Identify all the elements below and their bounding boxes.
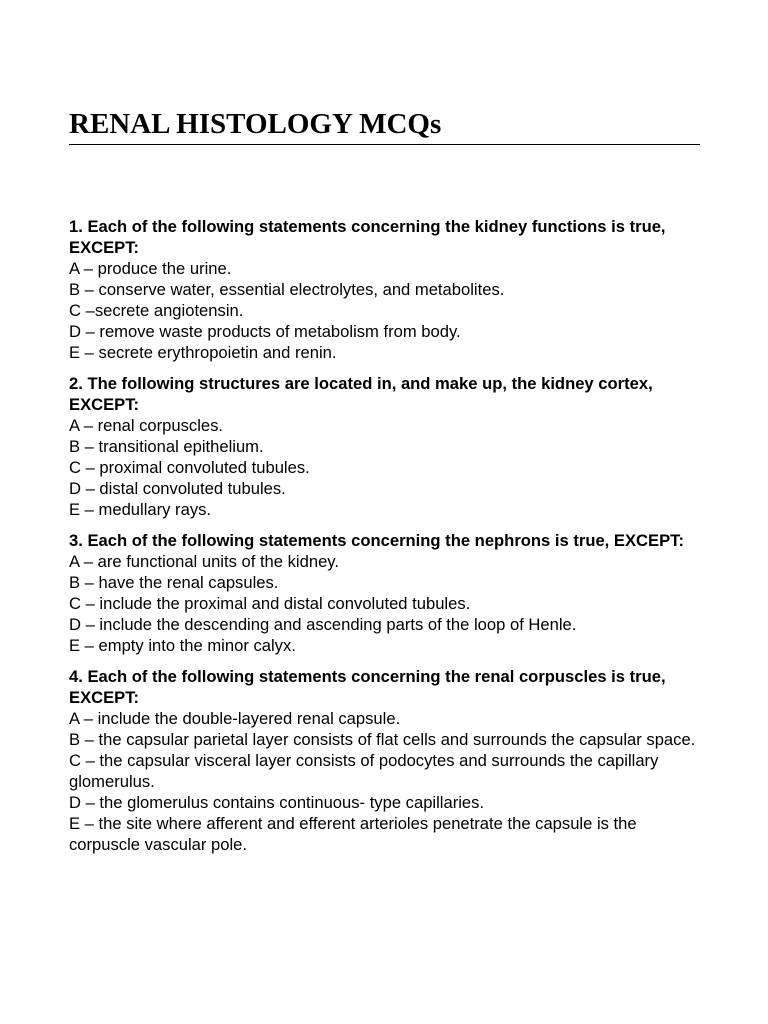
option-a: A – are functional units of the kidney.: [69, 552, 339, 571]
option-b: B – transitional epithelium.: [69, 437, 264, 456]
option-d: D – the glomerulus contains continuous- type capillaries.: [69, 793, 485, 812]
option-list: [69, 258, 701, 363]
option-a: A – produce the urine.: [69, 259, 232, 278]
option-b: B – have the renal capsules.: [69, 573, 279, 592]
option-a: A – renal corpuscles.: [69, 416, 224, 435]
option-list: [69, 551, 701, 656]
option-d: D – distal convoluted tubules.: [69, 479, 286, 498]
question-stem: 2. The following structures are located in, and make up, the kidney cortex, EXCEPT:: [69, 374, 653, 414]
option-e: E – medullary rays.: [69, 500, 212, 519]
option-d: D – include the descending and ascending parts of the loop of Henle.: [69, 615, 577, 634]
question-4: [69, 666, 701, 855]
option-list: [69, 415, 701, 520]
question-2: [69, 373, 701, 520]
option-e: E – empty into the minor calyx.: [69, 636, 296, 655]
question-list: [69, 216, 701, 865]
question-stem: 4. Each of the following statements concerning the renal corpuscles is true, EXCEPT:: [69, 667, 666, 707]
option-b: B – the capsular parietal layer consists of flat cells and surrounds the capsular space.: [69, 730, 696, 749]
option-c: C – the capsular visceral layer consists of podocytes and surrounds the capillary glomerulus.: [69, 751, 659, 791]
option-e: E – secrete erythropoietin and renin.: [69, 343, 337, 362]
option-c: C – proximal convoluted tubules.: [69, 458, 310, 477]
option-d: D – remove waste products of metabolism from body.: [69, 322, 461, 341]
page-title: RENAL HISTOLOGY MCQs: [69, 108, 442, 140]
option-e: E – the site where afferent and efferent arterioles penetrate the capsule is the corpuscle vascular pole.: [69, 814, 637, 854]
question-3: [69, 530, 701, 656]
option-a: A – include the double-layered renal capsule.: [69, 709, 401, 728]
title-divider: [69, 144, 700, 145]
option-c: C –secrete angiotensin.: [69, 301, 244, 320]
question-1: [69, 216, 701, 363]
option-c: C – include the proximal and distal convoluted tubules.: [69, 594, 471, 613]
option-b: B – conserve water, essential electrolytes, and metabolites.: [69, 280, 505, 299]
option-list: [69, 708, 701, 855]
question-stem: 3. Each of the following statements concerning the nephrons is true, EXCEPT:: [69, 531, 684, 550]
question-stem: 1. Each of the following statements concerning the kidney functions is true, EXCEPT:: [69, 217, 666, 257]
